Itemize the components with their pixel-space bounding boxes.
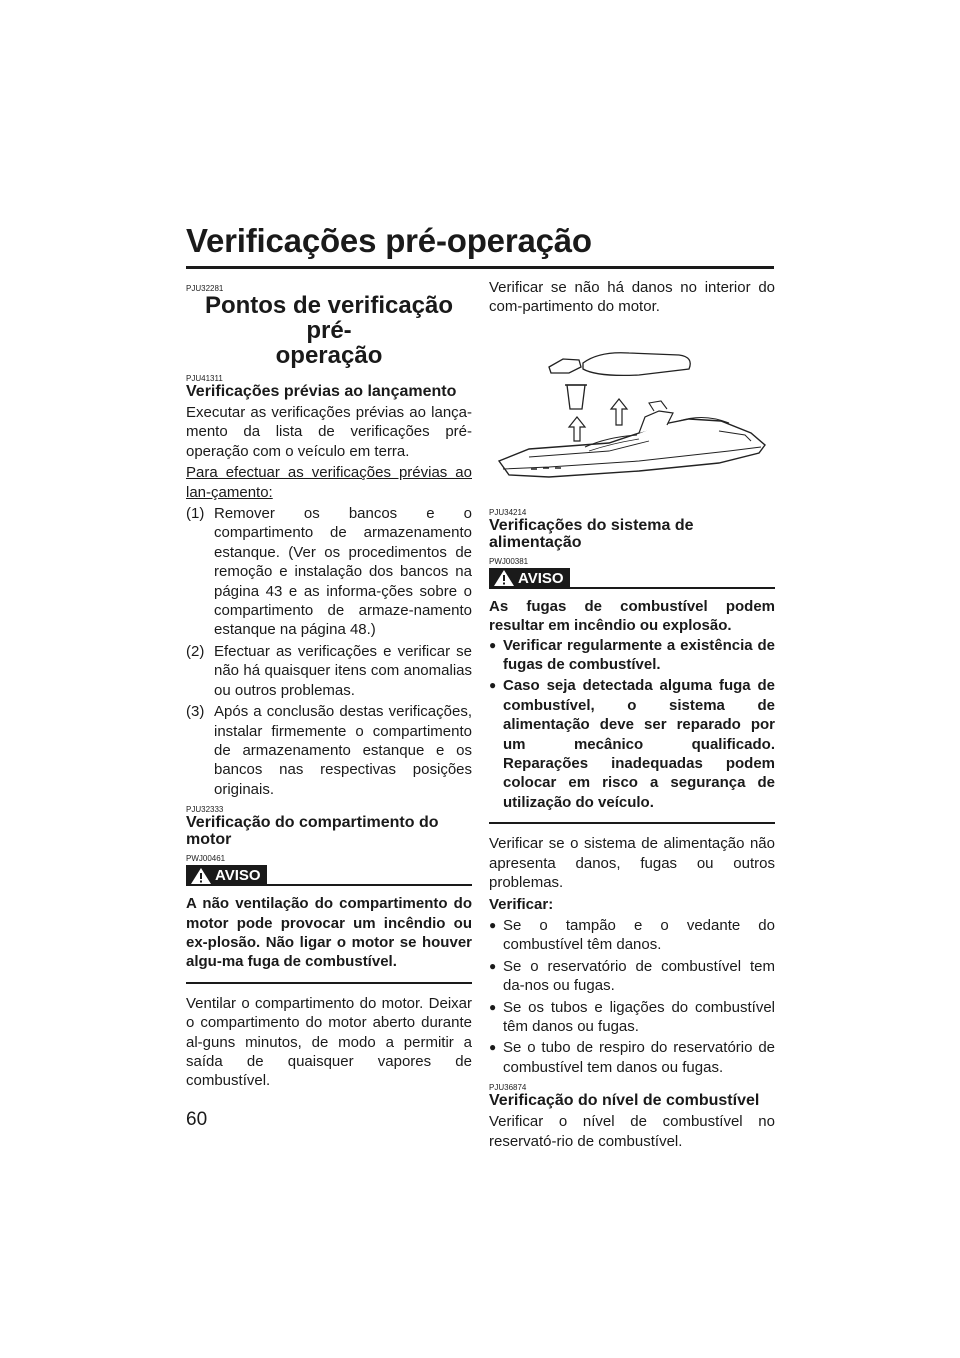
bullet-icon: ●: [489, 678, 497, 693]
list-item: [186, 642, 472, 700]
page-title: Verificações pré-operação: [186, 222, 592, 259]
warning-rule: [267, 884, 472, 886]
paragraph-underlined: Para efectuar as verificações prévias ao lan-çamento:: [186, 464, 472, 501]
ref-code: PWJ00461: [186, 854, 226, 864]
warning-header: [489, 568, 775, 589]
ref-code: PJU36874: [489, 1083, 527, 1093]
subsection-title: Verificação do compartimento do motor: [186, 814, 439, 849]
subsection-title: Verificação do nível de combustível: [489, 1092, 760, 1110]
bullet-icon: ●: [489, 958, 497, 973]
bullet-icon: ●: [489, 999, 497, 1014]
ref-code: PJU34214: [489, 507, 527, 517]
step-text: Efectuar as verificações e verificar se não há quaisquer itens com anomalias ou outros problemas.: [214, 642, 472, 699]
left-column: [186, 278, 472, 1093]
step-number: (2): [186, 642, 205, 660]
warning-badge: [489, 568, 570, 589]
warning-label: AVISO: [215, 867, 261, 885]
bullet-text: Se os tubos e ligações do combustível têm danos ou fugas.: [503, 998, 775, 1035]
list-item: [186, 504, 472, 640]
warning-badge: [186, 865, 267, 886]
warning-triangle-icon: [190, 867, 212, 885]
subsection-title: Verificações prévias ao lançamento: [186, 383, 457, 400]
warning-triangle-icon: [493, 569, 515, 587]
warning-rule: [570, 587, 775, 589]
list-item: [186, 702, 472, 799]
header-rule: [186, 266, 774, 269]
list-item: [489, 676, 775, 812]
jet-ski-illustration: [489, 329, 775, 489]
list-item: [489, 636, 775, 675]
step-number: (3): [186, 703, 205, 721]
warning-header: [186, 865, 472, 886]
bullet-text: Se o tubo de respiro do reservatório de combustível tem danos ou fugas.: [503, 1039, 775, 1076]
list-item: [489, 957, 775, 996]
ref-code: PWJ00381: [489, 556, 529, 566]
step-text: Após a conclusão destas verificações, instalar firmemente o compartimento de armazenamento estanque e os bancos nas respectivas posições originais.: [214, 703, 472, 798]
warning-label: AVISO: [518, 569, 564, 587]
paragraph: Verificar o nível de combustível no reservató-rio de combustível.: [489, 1113, 775, 1150]
bullet-text: Caso seja detectada alguma fuga de combustível, o sistema de alimentação deve ser reparado por um mecânico qualificado. Reparações inadequadas podem colocar em risco a segurança de utilização do veículo.: [503, 677, 775, 811]
paragraph: Ventilar o compartimento do motor. Deixar o compartimento do motor aberto durante al-guns minutos, de modo a permitir a saída de quaisquer vapores de combustível.: [186, 994, 472, 1090]
ref-code: PJU41311: [186, 374, 223, 383]
step-number: (1): [186, 505, 205, 523]
section-title-line1: Pontos de verificação pré-: [204, 292, 454, 344]
bullet-icon: ●: [489, 1040, 497, 1055]
steps-list: [186, 504, 472, 799]
list-item: [489, 998, 775, 1037]
ref-code: PJU32281: [186, 284, 224, 293]
subsection-title: Verificações do sistema de alimentação: [489, 516, 694, 551]
page-number: 60: [186, 1109, 208, 1130]
warning-text: As fugas de combustível podem resultar em incêndio ou explosão.: [489, 597, 775, 635]
paragraph: Verificar se não há danos no interior do com-partimento do motor.: [489, 279, 775, 316]
bullet-text: Se o tampão e o vedante do combustível têm danos.: [503, 916, 775, 954]
verify-label: Verificar:: [489, 895, 554, 913]
step-text: Remover os bancos e o compartimento de armazenamento estanque. (Ver os procedimentos de remoção e instalação dos bancos na página 43 e as informa-ções sobre o compartimento de armaze-namento estanque na página 48.): [214, 505, 472, 639]
warning-end-rule: [186, 982, 472, 984]
section-title-line2: operação: [275, 342, 383, 369]
paragraph: Executar as verificações prévias ao lança-mento da lista de verificações pré-operação com o veículo em terra.: [186, 404, 472, 460]
bullet-text: Verificar regularmente a existência de fugas de combustível.: [503, 636, 775, 674]
bullet-text: Se o reservatório de combustível tem da-nos ou fugas.: [503, 957, 775, 995]
bullet-icon: ●: [489, 637, 497, 652]
right-column: [489, 278, 775, 1153]
bullet-icon: ●: [489, 917, 497, 932]
list-item: [489, 916, 775, 955]
ref-code: PJU32333: [186, 805, 224, 815]
section-title: [186, 293, 472, 368]
paragraph: Verificar se o sistema de alimentação não apresenta danos, fugas ou outros problemas.: [489, 835, 775, 892]
warning-end-rule: [489, 822, 775, 824]
list-item: [489, 1038, 775, 1077]
warning-text: A não ventilação do compartimento do motor pode provocar um incêndio ou ex-plosão. Não ligar o motor se houver algu-ma fuga de combustível.: [186, 895, 472, 971]
